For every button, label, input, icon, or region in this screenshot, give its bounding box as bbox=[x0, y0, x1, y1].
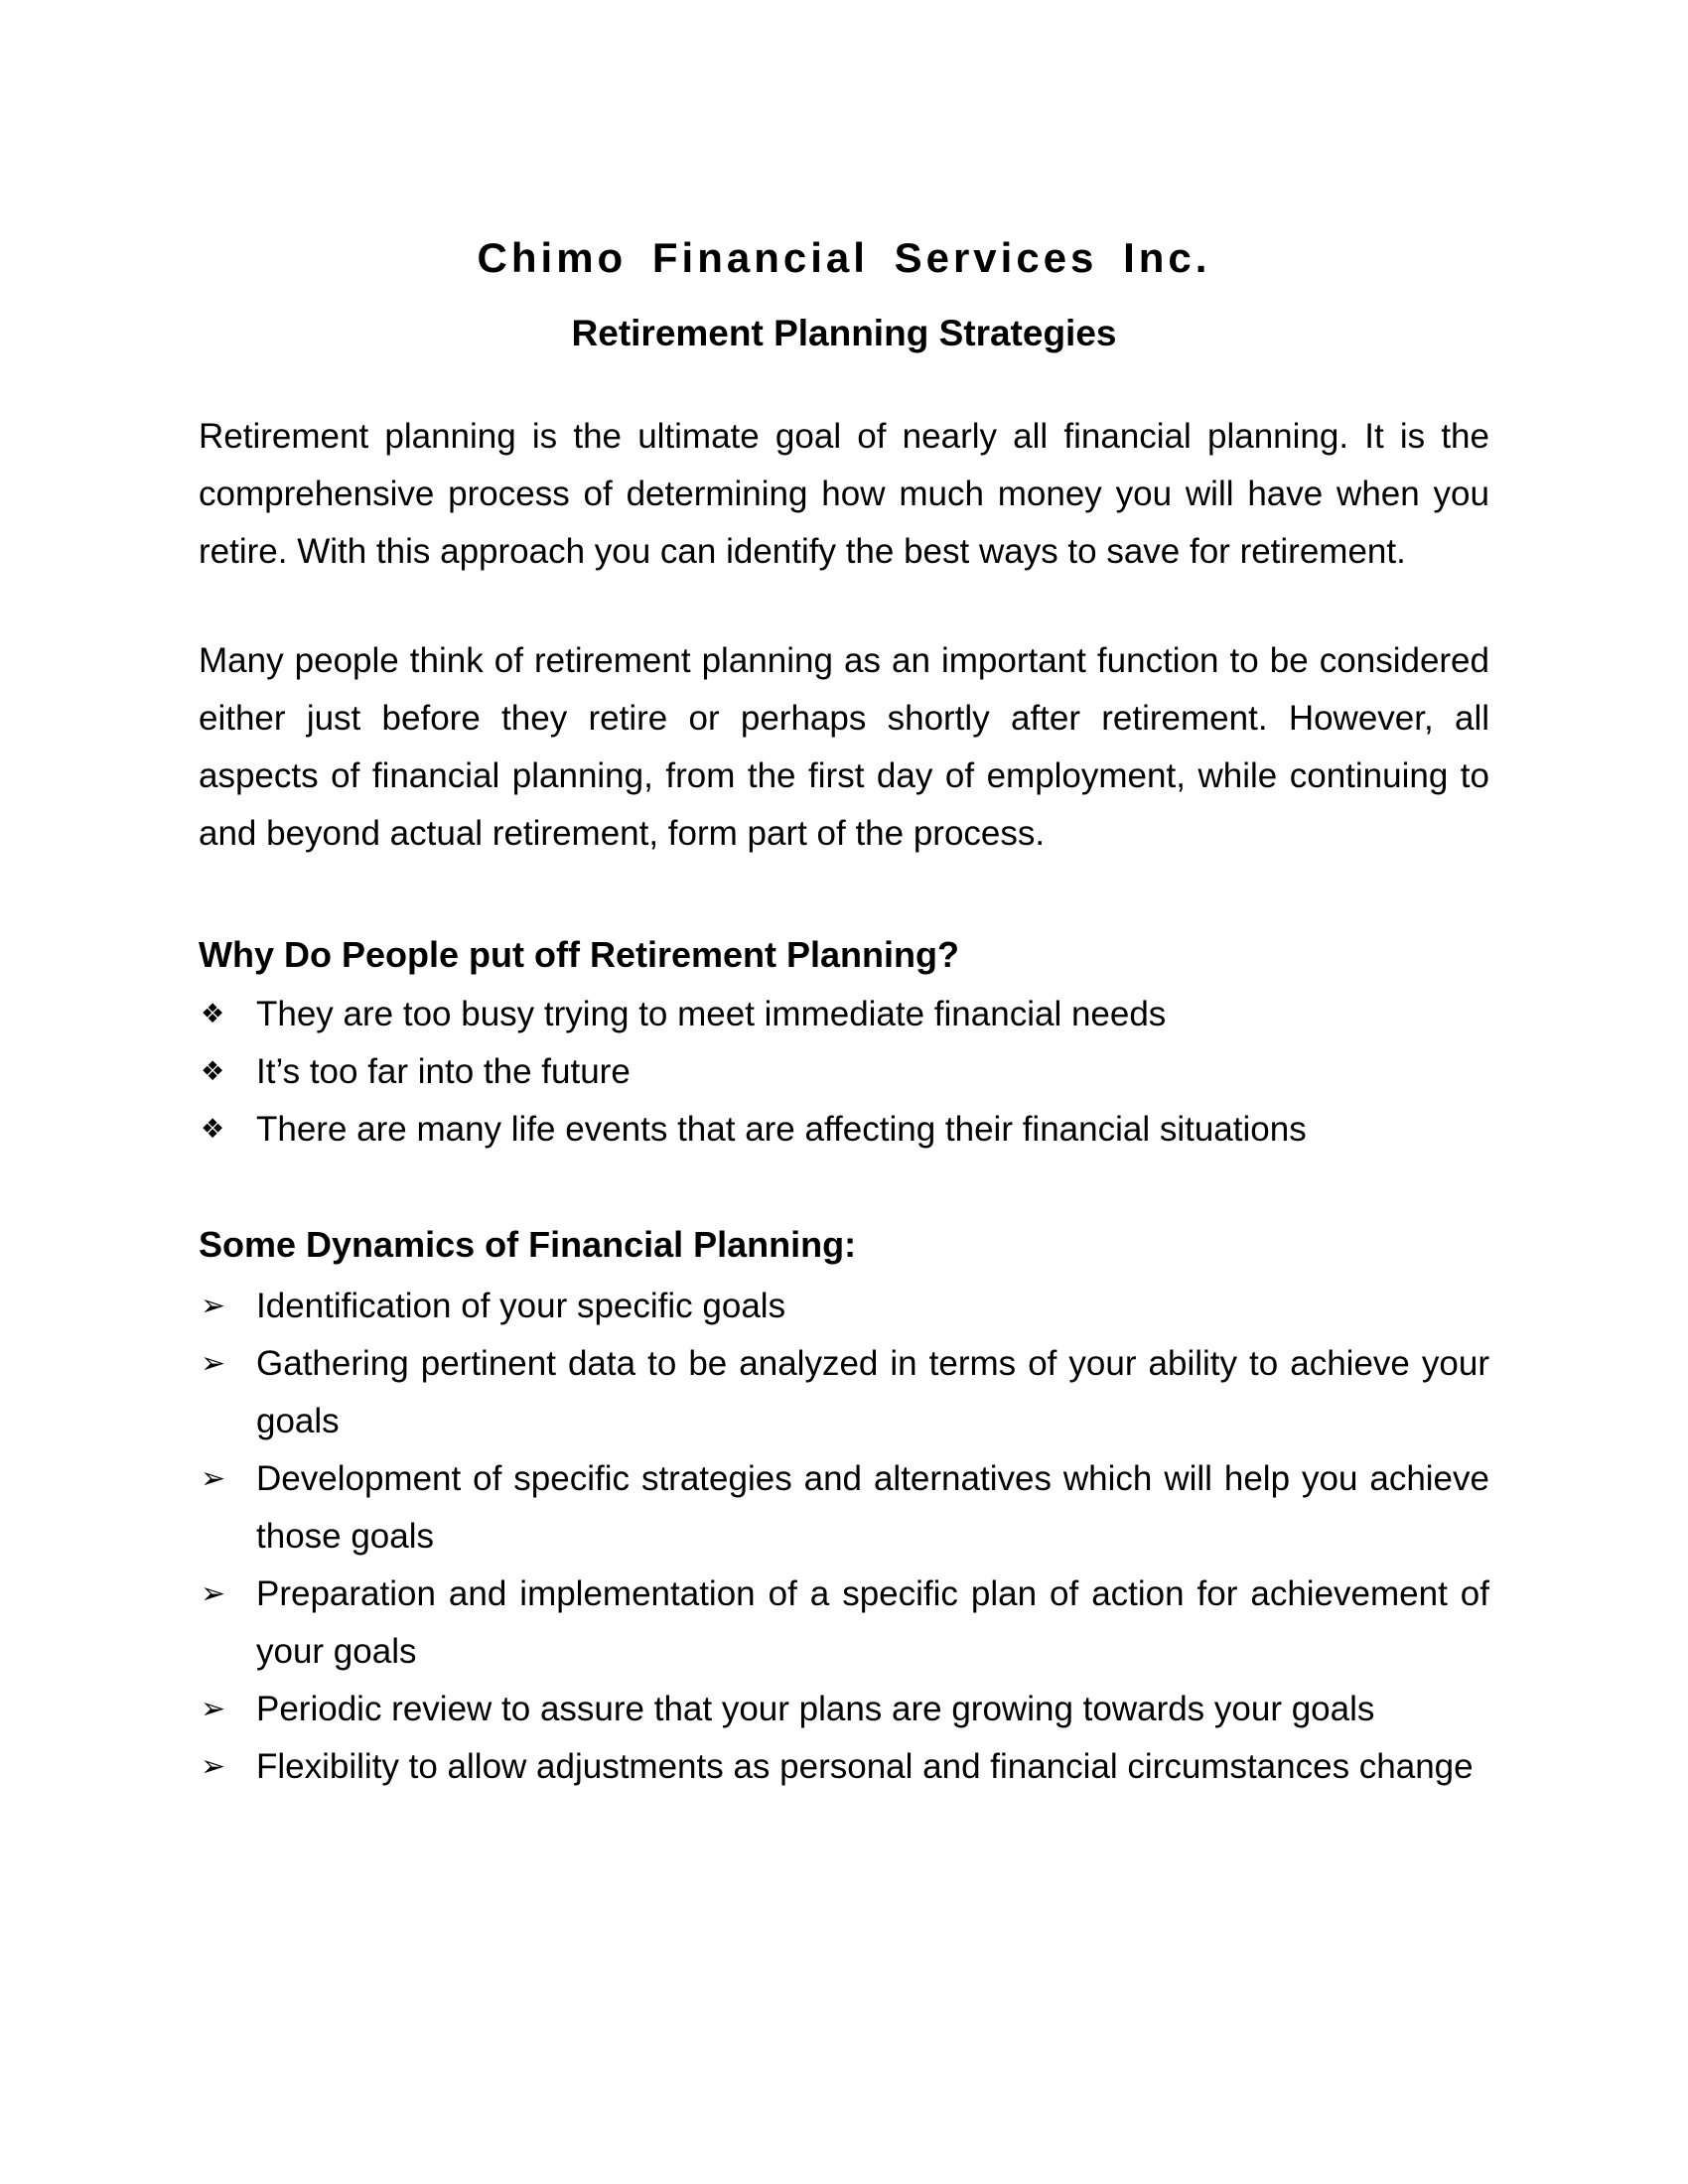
diamond-bullet-icon: ❖ bbox=[201, 999, 225, 1029]
list-item bbox=[199, 986, 1489, 1043]
list-item-text: Flexibility to allow adjustments as personal and financial circumstances change bbox=[256, 1747, 1474, 1786]
list-item-text: Preparation and implementation of a specific plan of action for achievement of your goals bbox=[256, 1574, 1489, 1671]
list-item bbox=[199, 1681, 1489, 1738]
list-item bbox=[199, 1566, 1489, 1681]
list-item-text: They are too busy trying to meet immediate financial needs bbox=[256, 995, 1167, 1033]
document-subtitle: Retirement Planning Strategies bbox=[571, 313, 1117, 353]
list-item bbox=[199, 1335, 1489, 1450]
arrow-bullet-icon: ➢ bbox=[201, 1461, 226, 1496]
intro-paragraph: Retirement planning is the ultimate goal of nearly all financial planning. It is the comprehensive process of determining how much money you will have when you retire. With this approach you can identify the best ways to save for retirement. bbox=[199, 417, 1489, 571]
list-item bbox=[199, 1450, 1489, 1566]
list-item-text: Development of specific strategies and alternatives which will help you achieve those goals bbox=[256, 1459, 1489, 1556]
timing-paragraph: Many people think of retirement planning as an important function to be considered either just before they retire or perhaps shortly after retirement. However, all aspects of financial planning, from the first day of employment, while continuing to and beyond actual retirement, form part of the process. bbox=[199, 641, 1489, 853]
diamond-bullet-icon: ❖ bbox=[201, 1056, 225, 1087]
company-title: Chimo Financial Services Inc. bbox=[477, 234, 1211, 281]
list-item-text: It’s too far into the future bbox=[256, 1052, 631, 1091]
dynamics-section-heading: Some Dynamics of Financial Planning: bbox=[199, 1224, 857, 1265]
arrow-bullet-icon: ➢ bbox=[201, 1749, 226, 1784]
arrow-bullet-icon: ➢ bbox=[201, 1692, 226, 1726]
list-item-text: Periodic review to assure that your plans are growing towards your goals bbox=[256, 1690, 1375, 1728]
dynamics-list bbox=[199, 1278, 1489, 1796]
list-item bbox=[199, 1278, 1489, 1335]
list-item bbox=[199, 1738, 1489, 1796]
arrow-bullet-icon: ➢ bbox=[201, 1576, 226, 1611]
list-item-text: Gathering pertinent data to be analyzed in terms of your ability to achieve your goals bbox=[256, 1344, 1489, 1440]
arrow-bullet-icon: ➢ bbox=[201, 1289, 226, 1323]
arrow-bullet-icon: ➢ bbox=[201, 1346, 226, 1381]
list-item-text: Identification of your specific goals bbox=[256, 1287, 786, 1325]
list-item bbox=[199, 1101, 1489, 1159]
why-list bbox=[199, 986, 1489, 1159]
list-item bbox=[199, 1043, 1489, 1101]
why-section-heading: Why Do People put off Retirement Planning? bbox=[199, 934, 960, 975]
diamond-bullet-icon: ❖ bbox=[201, 1114, 225, 1145]
list-item-text: There are many life events that are affecting their financial situations bbox=[256, 1110, 1307, 1149]
document-content bbox=[199, 0, 1489, 1796]
